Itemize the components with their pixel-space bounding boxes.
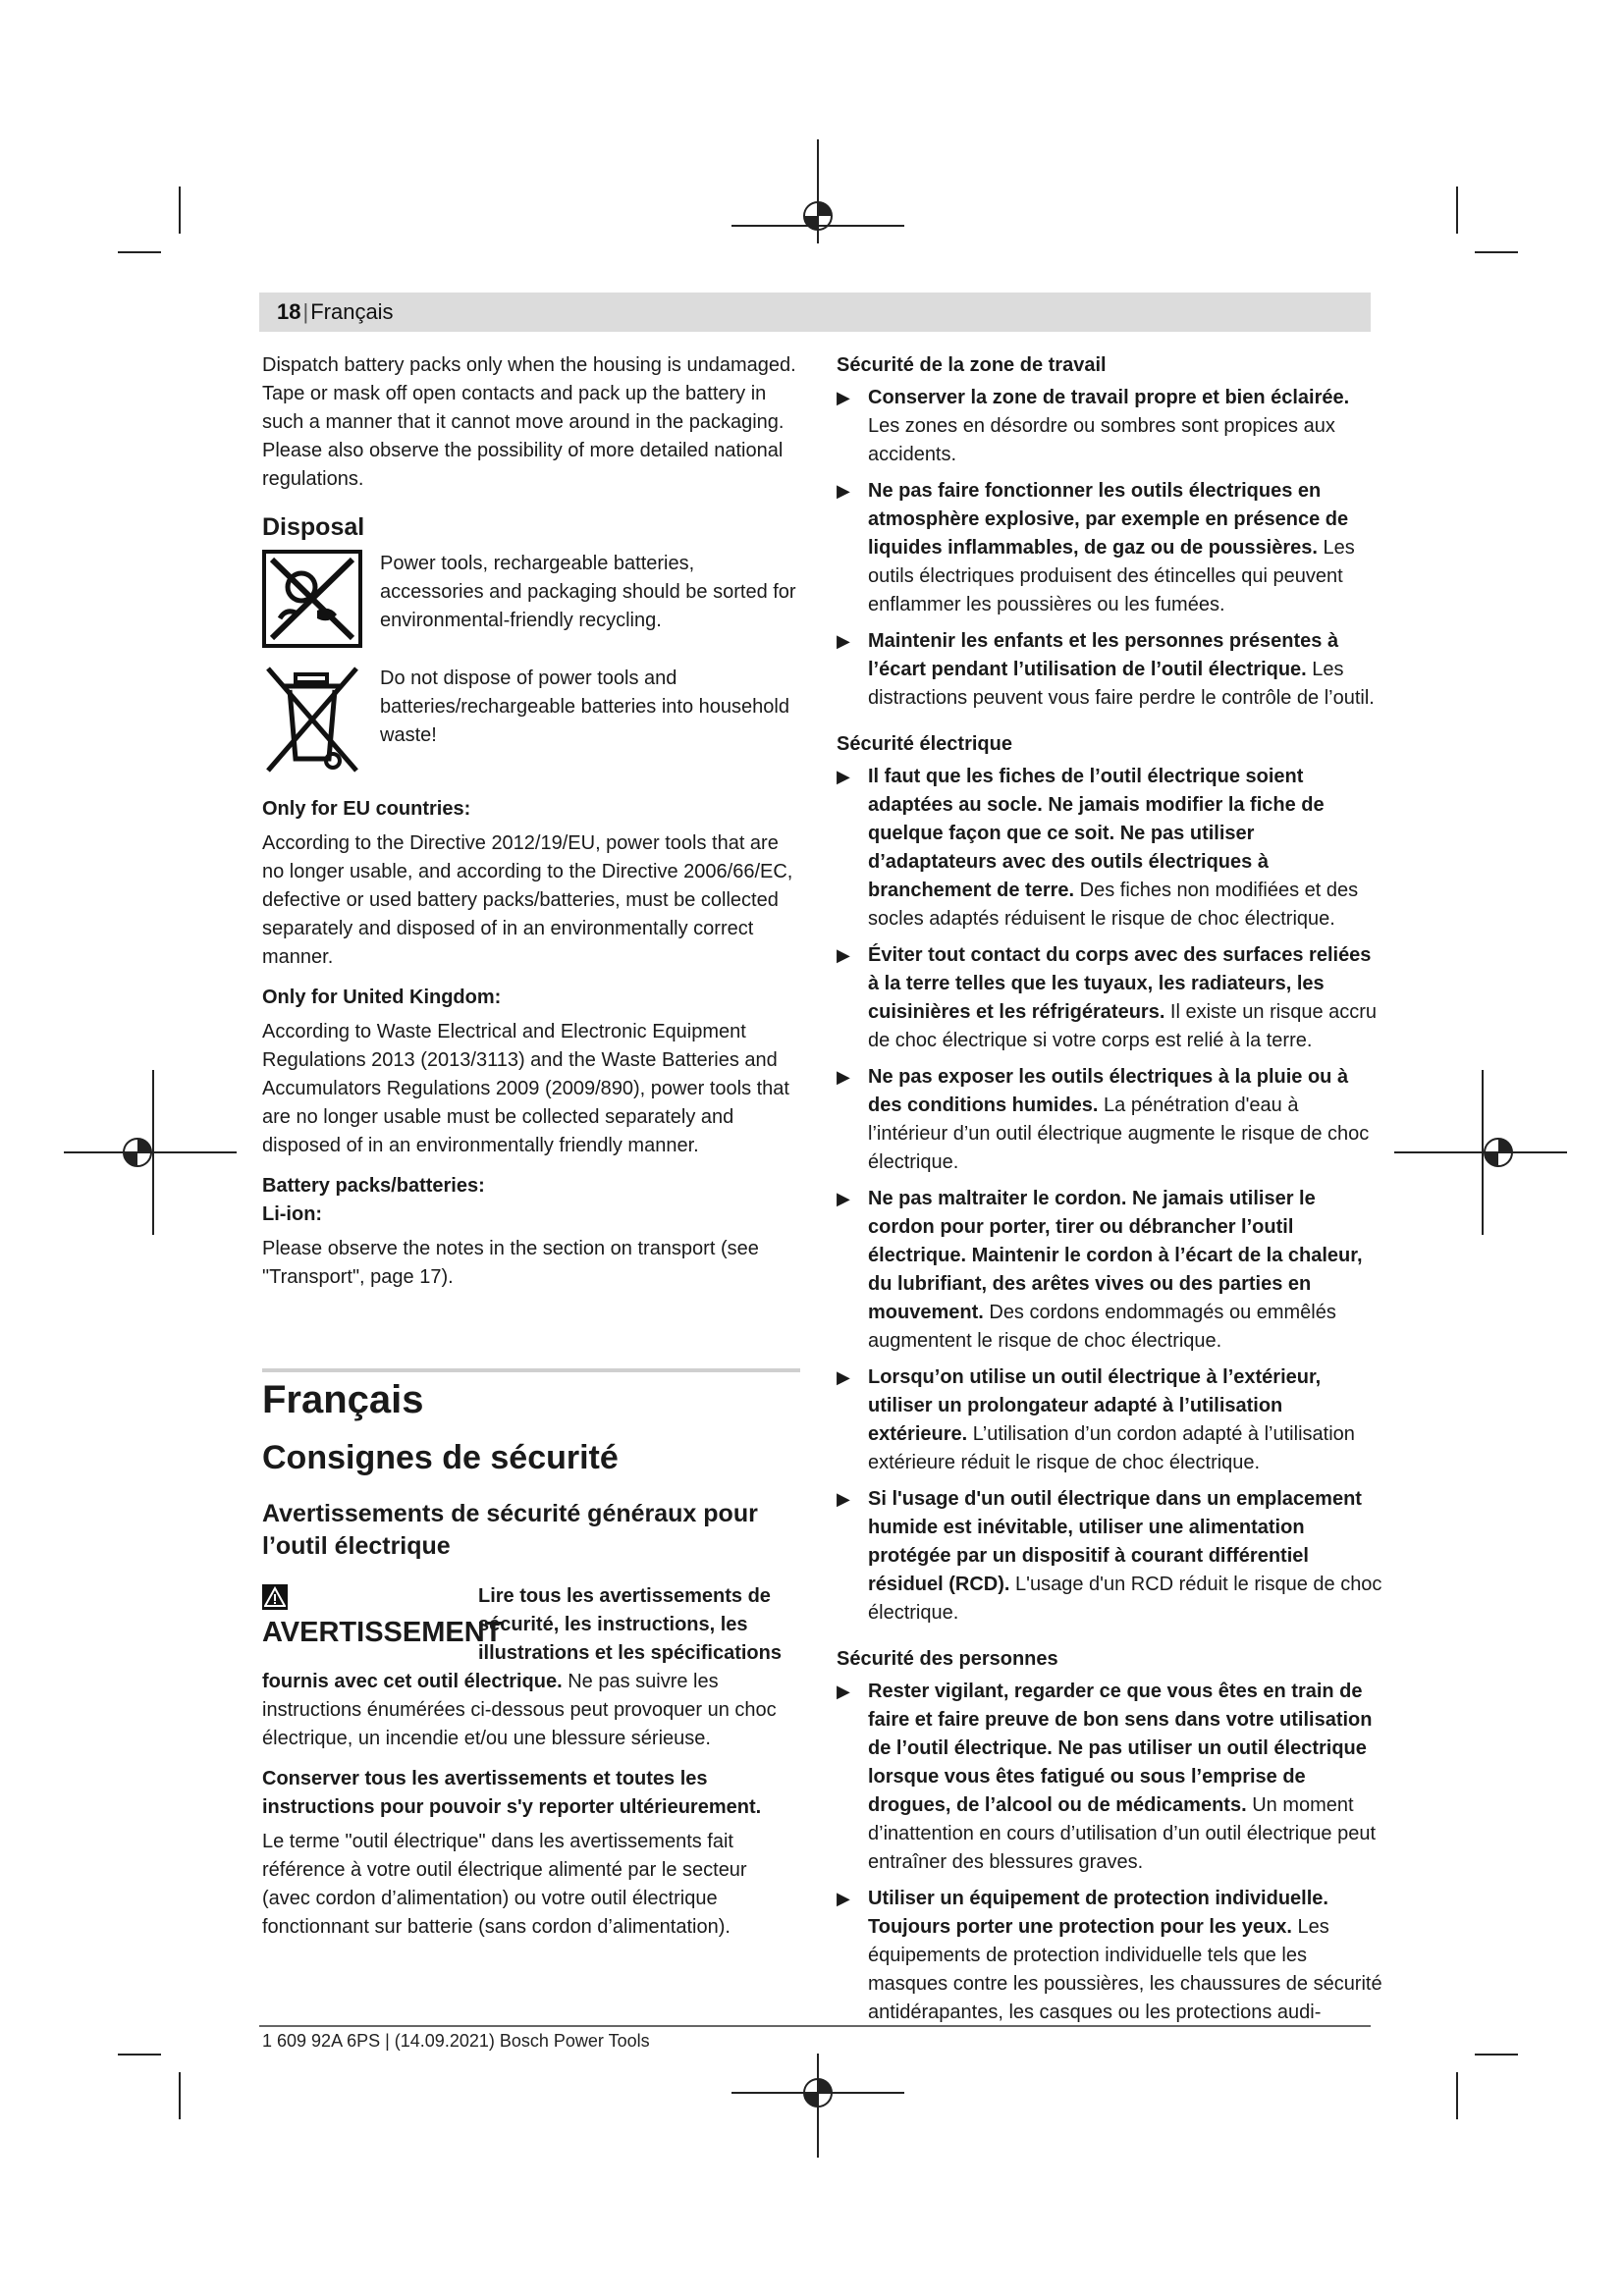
right-column [837, 351, 1382, 2035]
registration-mark-icon [121, 1136, 154, 1169]
left-column [262, 351, 800, 1951]
work-area-list [837, 384, 1382, 713]
registration-mark-icon [801, 2076, 835, 2109]
arrow-bullet-icon: ▶ [837, 388, 850, 407]
disposal-recycling-row [262, 550, 800, 657]
arrow-bullet-icon: ▶ [837, 1489, 850, 1509]
eu-heading: Only for EU countries: [262, 798, 471, 820]
section-name: Français [310, 299, 394, 324]
electrical-heading: Sécurité électrique [837, 733, 1012, 755]
list-item-bold: Maintenir les enfants et les personnes présentes à l’écart pendant l’utilisation de l’outil électrique. [868, 630, 1339, 680]
list-item-bold: Lorsqu’on utilise un outil électrique à l’extérieur, utiliser un prolongateur adapté à l’utilisation extérieure. [868, 1366, 1322, 1445]
list-item-text: Il existe un risque accru de choc électrique si votre corps est relié à la terre. [868, 1001, 1378, 1051]
list-item [837, 1185, 1382, 1356]
warning-block [262, 1582, 800, 1753]
arrow-bullet-icon: ▶ [837, 481, 850, 501]
list-item-text: L’utilisation d’un cordon adapté à l’utilisation extérieure réduit le risque de choc électrique. [868, 1423, 1355, 1473]
arrow-bullet-icon: ▶ [837, 1067, 850, 1087]
list-item-bold: Utiliser un équipement de protection individuelle. Toujours porter une protection pour les yeux. [868, 1888, 1328, 1938]
warning-badge [262, 1582, 503, 1649]
list-item-text: L'usage d'un RCD réduit le risque de choc électrique. [868, 1574, 1382, 1624]
list-item-text: Les zones en désordre ou sombres sont propices aux accidents. [868, 415, 1335, 465]
arrow-bullet-icon: ▶ [837, 1189, 850, 1208]
registration-mark-icon [1482, 1136, 1515, 1169]
list-item [837, 627, 1382, 713]
list-item [837, 1363, 1382, 1477]
list-item [837, 384, 1382, 469]
list-item-text: Les distractions peuvent vous faire perdre le contrôle de l’outil. [868, 659, 1375, 709]
uk-text: According to Waste Electrical and Electronic Equipment Regulations 2013 (2013/3113) and the Waste Batteries and Accumulators Regulations 2009 (2009/890), power tools that are no longer usable must be collected separately and disposed of in an environmentally friendly manner. [262, 1021, 789, 1156]
disposal-bin-row [262, 665, 800, 783]
dispatch-text: Dispatch battery packs only when the housing is undamaged. Tape or mask off open contacts and pack up the battery in such a manner that it cannot move around in the packaging. Please also observe the possibility of more detailed national regulations. [262, 354, 796, 490]
disposal-text-1: Power tools, rechargeable batteries, accessories and packaging should be sorted for environmental-friendly recycling. [380, 553, 796, 631]
arrow-bullet-icon: ▶ [837, 945, 850, 965]
language-heading: Français [262, 1378, 424, 1421]
arrow-bullet-icon: ▶ [837, 1367, 850, 1387]
arrow-bullet-icon: ▶ [837, 631, 850, 651]
list-item [837, 941, 1382, 1055]
list-item [837, 1485, 1382, 1628]
registration-mark-icon [801, 199, 835, 233]
list-item [837, 1678, 1382, 1877]
arrow-bullet-icon: ▶ [837, 1682, 850, 1701]
list-item-bold: Rester vigilant, regarder ce que vous êtes en train de faire et faire preuve de bon sens dans votre utilisation de l’outil électrique. Ne pas utiliser un outil électrique lorsque vous êtes fatigué ou sous l’emprise de drogues, de l’alcool ou de médicaments. [868, 1681, 1373, 1816]
keep-instructions-heading: Conserver tous les avertissements et toutes les instructions pour pouvoir s'y reporter ultérieurement. [262, 1768, 762, 1818]
list-item-text: Un moment d’inattention en cours d’utilisation d’un outil électrique peut entraîner des blessures graves. [868, 1794, 1377, 1873]
crossed-out-bin-icon [262, 665, 362, 774]
list-item [837, 1063, 1382, 1177]
list-item-bold: Conserver la zone de travail propre et bien éclairée. [868, 387, 1350, 408]
safety-heading: Consignes de sécurité [262, 1439, 619, 1476]
recycling-symbol-icon [262, 550, 362, 648]
arrow-bullet-icon: ▶ [837, 767, 850, 786]
list-item-text: Les équipements de protection individuelle tels que les masques contre les poussières, les chaussures de sécurité antidérapantes, les casques ou les protections audi- [868, 1916, 1382, 2023]
work-area-heading: Sécurité de la zone de travail [837, 354, 1107, 376]
uk-heading: Only for United Kingdom: [262, 987, 502, 1008]
battery-heading: Battery packs/batteries: [262, 1175, 485, 1197]
personal-list [837, 1678, 1382, 2027]
list-item-bold: Ne pas maltraiter le cordon. Ne jamais utiliser le cordon pour porter, tirer ou débrancher l’outil électrique. Maintenir le cordon à l’écart de la chaleur, du lubrifiant, des arêtes vives ou des parties en mouvement. [868, 1188, 1363, 1323]
warning-label: AVERTISSEMENT [262, 1617, 503, 1648]
warning-lead: Lire tous les avertissements de sécurité, les instructions, les illustrations et les spécifications fournis avec cet outil électrique. [262, 1585, 782, 1692]
liion-heading: Li-ion: [262, 1203, 323, 1225]
section-divider [262, 1368, 800, 1372]
footer-text: 1 609 92A 6PS | (14.09.2021) Bosch Power Tools [262, 2031, 650, 2051]
electrical-list [837, 763, 1382, 1628]
list-item [837, 477, 1382, 619]
term-text: Le terme "outil électrique" dans les avertissements fait référence à votre outil électrique alimenté par le secteur (avec cordon d’alimentation) ou votre outil électrique fonctionnant sur batterie (sans cordon d’alimentation). [262, 1831, 747, 1938]
list-item-text: Des cordons endommagés ou emmêlés augmentent le risque de choc électrique. [868, 1302, 1336, 1352]
list-item-text: Des fiches non modifiées et des socles adaptés réduisent le risque de choc électrique. [868, 880, 1359, 930]
list-item-text: La pénétration d'eau à l’intérieur d’un outil électrique augmente le risque de choc électrique. [868, 1095, 1370, 1173]
page-header [259, 293, 1371, 332]
disposal-text-2: Do not dispose of power tools and batteries/rechargeable batteries into household waste! [380, 667, 789, 746]
list-item-bold: Il faut que les fiches de l’outil électrique soient adaptées au socle. Ne jamais modifier la fiche de quelque façon que ce soit. Ne pas utiliser d’adaptateurs avec des outils électriques à branchement de terre. [868, 766, 1325, 901]
warning-text: Ne pas suivre les instructions énumérées ci-dessous peut provoquer un choc électrique, un incendie et/ou une blessure sérieuse. [262, 1671, 777, 1749]
footer-divider [259, 2025, 1371, 2027]
list-item-bold: Ne pas faire fonctionner les outils électriques en atmosphère explosive, par exemple en présence de liquides inflammables, de gaz ou de poussières. [868, 480, 1349, 559]
personal-heading: Sécurité des personnes [837, 1648, 1058, 1670]
list-item-bold: Ne pas exposer les outils électriques à la pluie ou à des conditions humides. [868, 1066, 1349, 1116]
list-item-text: Les outils électriques produisent des étincelles qui peuvent enflammer les poussières ou les fumées. [868, 537, 1355, 615]
warning-triangle-icon [262, 1584, 288, 1610]
list-item-bold: Éviter tout contact du corps avec des surfaces reliées à la terre telles que les tuyaux, les radiateurs, les cuisinières et les réfrigérateurs. [868, 944, 1372, 1023]
list-item [837, 763, 1382, 934]
list-item [837, 1885, 1382, 2027]
liion-text: Please observe the notes in the section on transport (see "Transport", page 17). [262, 1238, 759, 1288]
arrow-bullet-icon: ▶ [837, 1889, 850, 1908]
general-warnings-heading: Avertissements de sécurité généraux pour l’outil électrique [262, 1500, 758, 1560]
page-header-text: 18|Français [277, 299, 394, 324]
page-number: 18 [277, 299, 301, 324]
eu-text: According to the Directive 2012/19/EU, power tools that are no longer usable, and according to the Directive 2006/66/EC, defective or used battery packs/batteries, must be collected separately and disposed of in an environmentally correct manner. [262, 832, 793, 968]
disposal-heading: Disposal [262, 513, 365, 541]
list-item-bold: Si l'usage d'un outil électrique dans un emplacement humide est inévitable, utiliser une alimentation protégée par un dispositif à courant différentiel résiduel (RCD). [868, 1488, 1362, 1595]
